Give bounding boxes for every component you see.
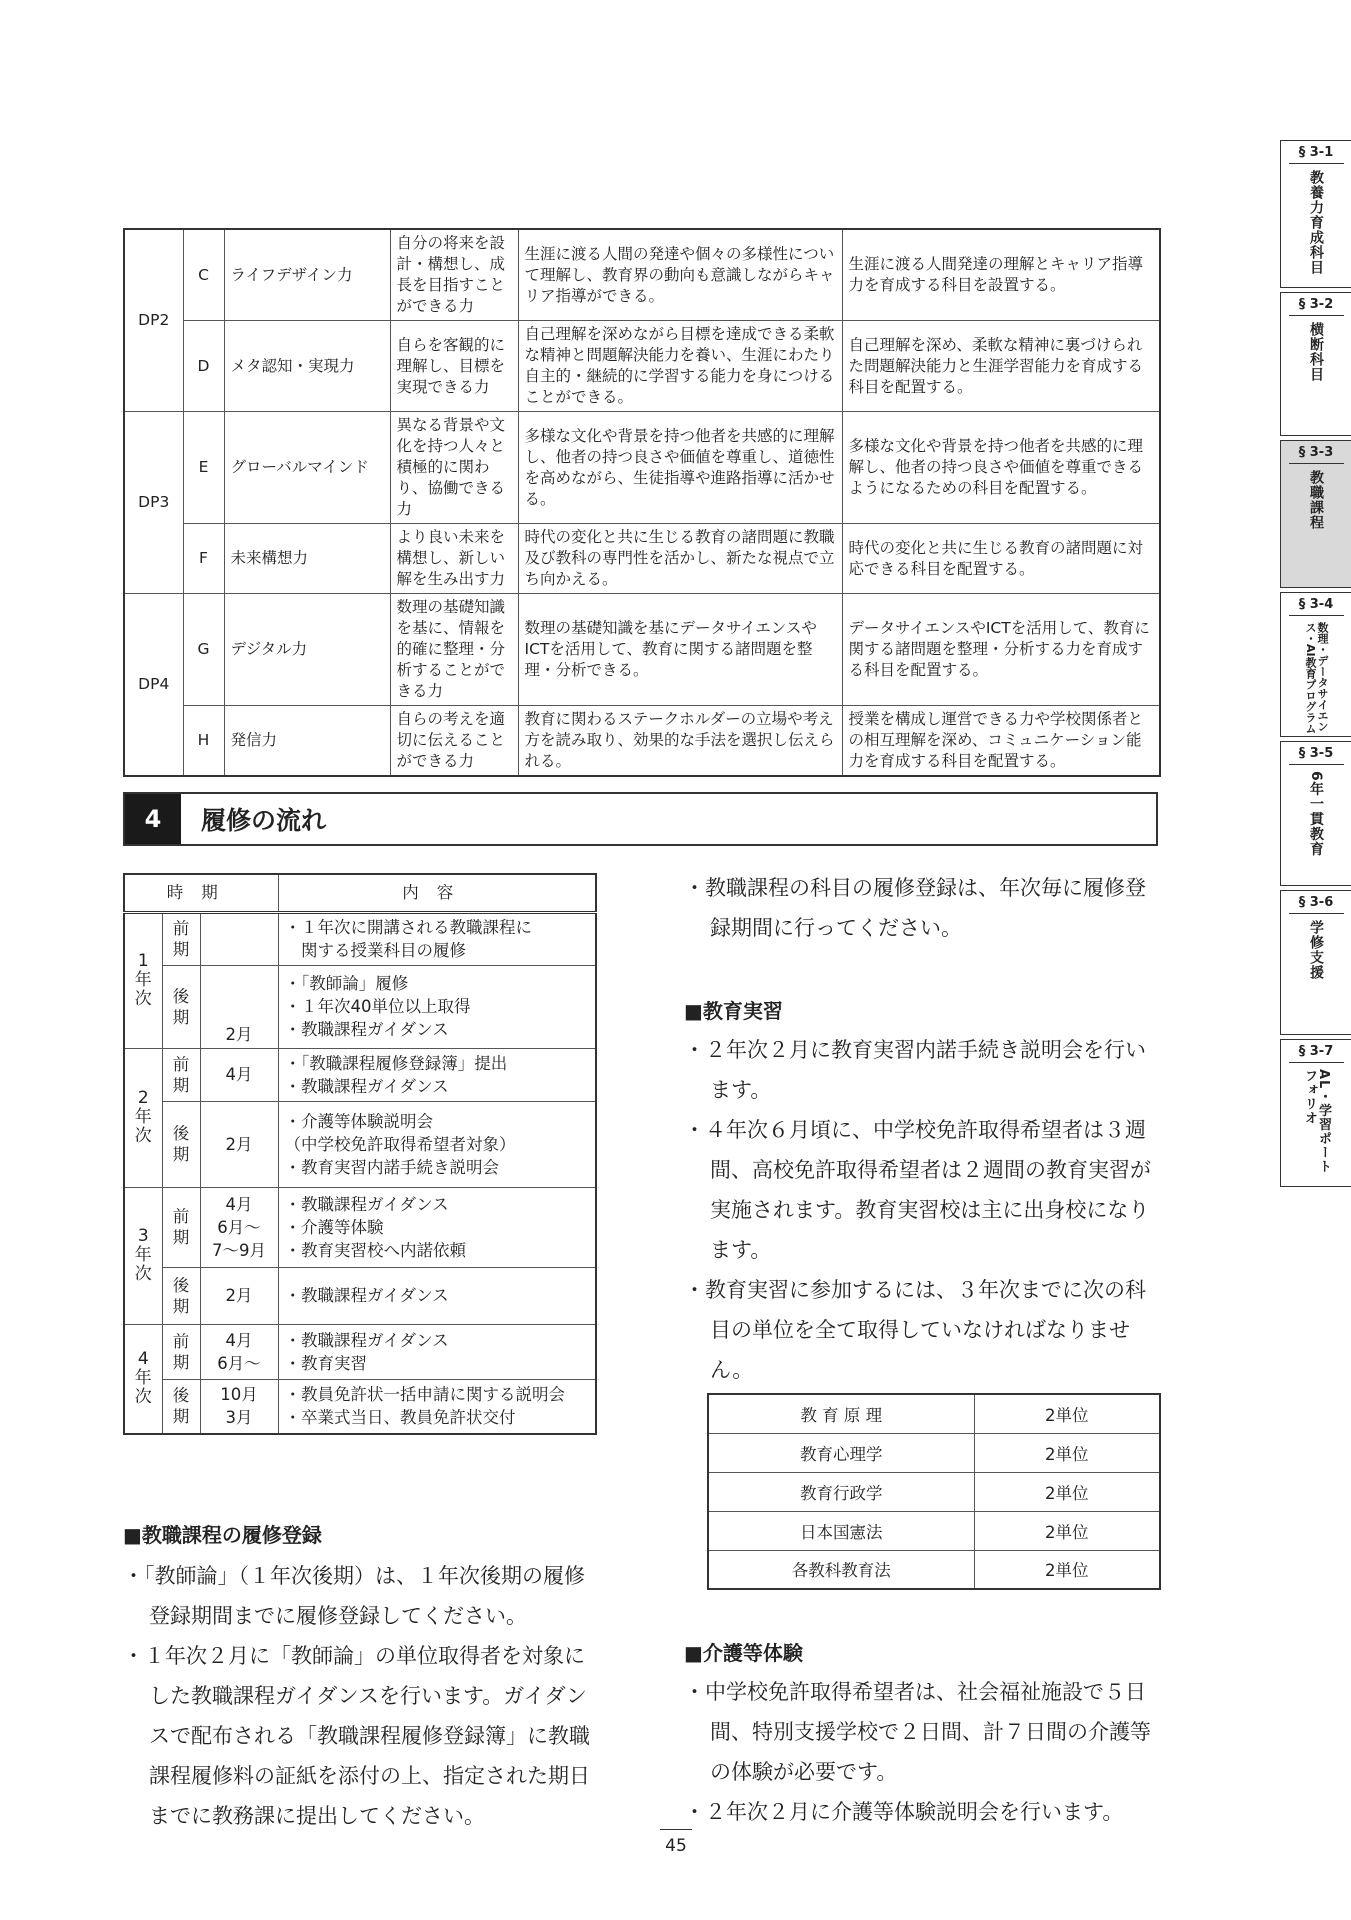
year-cell bbox=[124, 912, 162, 1048]
term-char: 期 bbox=[172, 1228, 190, 1247]
achievement-cell: 自己理解を深めながら目標を達成できる柔軟な精神と問題解決能力を養い、生涯にわたり自主的・継続的に学習する能力を身につけることができる。 bbox=[518, 321, 842, 412]
letter-cell: H bbox=[183, 706, 224, 777]
dp-cell: DP3 bbox=[124, 412, 183, 594]
table-row bbox=[124, 1187, 596, 1267]
header-content: 内容 bbox=[278, 874, 596, 912]
schedule-body bbox=[124, 912, 596, 1434]
header-period: 時期 bbox=[124, 874, 278, 912]
policy-cell: 多様な文化や背景を持つ他者を共感的に理解し、他者の持つ良さや価値を尊重できるようになるための科目を配置する。 bbox=[842, 412, 1160, 524]
term-char: 前 bbox=[172, 919, 190, 938]
content-cell bbox=[278, 1048, 596, 1101]
side-tab-label: § 3-4 bbox=[1289, 597, 1344, 616]
content-cell bbox=[278, 1267, 596, 1324]
care-list bbox=[684, 1672, 1164, 1832]
month-cell: 4月 6月～ 7～9月 bbox=[200, 1187, 278, 1267]
registration-list bbox=[123, 1556, 601, 1836]
dp-cell: DP2 bbox=[124, 229, 183, 412]
side-tab-name: 学修支援 bbox=[1308, 920, 1324, 980]
list-item: ・２年次２月に教育実習内諾手続き説明会を行います。 bbox=[684, 1038, 1146, 1102]
table-row bbox=[708, 1433, 1160, 1472]
side-tab-3-2[interactable] bbox=[1280, 292, 1351, 436]
term-cell bbox=[162, 1187, 200, 1267]
table-row bbox=[124, 321, 1160, 412]
registration-heading: ■教職課程の履修登録 bbox=[123, 1523, 322, 1547]
credit-subject: 教育行政学 bbox=[708, 1472, 974, 1511]
content-cell bbox=[278, 1101, 596, 1187]
side-tab-name: 6年一貫教育 bbox=[1308, 771, 1324, 857]
content-line: ・教職課程ガイダンス bbox=[284, 1076, 449, 1096]
month-cell: 2月 bbox=[200, 1101, 278, 1187]
side-tab-3-7[interactable] bbox=[1280, 1039, 1351, 1187]
section-heading bbox=[123, 792, 1158, 846]
side-tab-3-3[interactable] bbox=[1280, 440, 1351, 588]
term-cell bbox=[162, 1379, 200, 1434]
side-tab-label: § 3-6 bbox=[1289, 895, 1344, 914]
content-line: ・介護等体験説明会 bbox=[284, 1111, 433, 1131]
content-line: ・「教師論」履修 bbox=[284, 974, 409, 993]
year-cell bbox=[124, 1187, 162, 1324]
description-cell: 数理の基礎知識を基に、情報を的確に整理・分析することができる力 bbox=[390, 594, 518, 706]
year-char: 年 bbox=[134, 1245, 152, 1265]
side-tab-label: § 3-3 bbox=[1289, 445, 1344, 464]
month-cell: 10月 3月 bbox=[200, 1379, 278, 1434]
content-cell bbox=[278, 965, 596, 1048]
credit-units: 2単位 bbox=[974, 1433, 1160, 1472]
credit-units: 2単位 bbox=[974, 1472, 1160, 1511]
term-char: 期 bbox=[172, 1075, 190, 1095]
achievement-cell: 教育に関わるステークホルダーの立場や考え方を読み取り、効果的な手法を選択し伝えられる。 bbox=[518, 706, 842, 777]
side-tab-3-6[interactable] bbox=[1280, 890, 1351, 1035]
term-cell bbox=[162, 1267, 200, 1324]
content-line: ・１年次に開講される教職課程に bbox=[284, 918, 532, 937]
policy-cell: 授業を構成し運営できる力や学校関係者との相互理解を深め、コミュニケーション能力を育成する科目を配置する。 bbox=[842, 706, 1160, 777]
table-row bbox=[124, 412, 1160, 524]
content-cell bbox=[278, 1324, 596, 1379]
credit-table bbox=[707, 1393, 1161, 1590]
side-tab-label: § 3-5 bbox=[1289, 746, 1344, 765]
page-number: 45 bbox=[665, 1836, 687, 1856]
side-tab-name: AL・学習ポートフォリオ bbox=[1302, 1069, 1331, 1174]
side-tab-label: § 3-7 bbox=[1289, 1044, 1344, 1063]
description-cell: より良い未来を構想し、新しい解を生み出す力 bbox=[390, 524, 518, 594]
year-cell bbox=[124, 1048, 162, 1187]
content-line: ・教育実習 bbox=[284, 1353, 367, 1373]
content-line: （中学校免許取得希望者対象） bbox=[284, 1134, 516, 1154]
page-rule bbox=[660, 1829, 692, 1830]
achievement-cell: 時代の変化と共に生じる教育の諸問題に教職及び教科の専門性を活かし、新たな視点で立ち向かえる。 bbox=[518, 524, 842, 594]
year-char: 2 bbox=[137, 1088, 149, 1108]
term-char: 期 bbox=[172, 1145, 190, 1164]
description-cell: 自分の将来を設計・構想し、成長を目指すことができる力 bbox=[390, 229, 518, 321]
year-char: 年 bbox=[134, 1107, 152, 1127]
table-row bbox=[708, 1550, 1160, 1589]
month-cell bbox=[200, 912, 278, 965]
table-row bbox=[124, 965, 596, 1048]
table-header-row bbox=[124, 874, 596, 912]
table-row bbox=[708, 1394, 1160, 1433]
intro-list bbox=[684, 868, 1164, 948]
table-row bbox=[124, 229, 1160, 321]
list-item: ・教職課程の科目の履修登録は、年次毎に履修登録期間に行ってください。 bbox=[684, 876, 1146, 940]
content-cell bbox=[278, 912, 596, 965]
schedule-table bbox=[123, 873, 597, 1435]
month-cell: 2月 bbox=[200, 965, 278, 1048]
policy-cell: 生涯に渡る人間発達の理解とキャリア指導力を育成する科目を設置する。 bbox=[842, 229, 1160, 321]
ability-cell: ライフデザイン力 bbox=[224, 229, 390, 321]
policy-cell: 時代の変化と共に生じる教育の諸問題に対応できる科目を配置する。 bbox=[842, 524, 1160, 594]
letter-cell: G bbox=[183, 594, 224, 706]
achievement-cell: 生涯に渡る人間の発達や個々の多様性について理解し、教育界の動向も意識しながらキャリア指導ができる。 bbox=[518, 229, 842, 321]
term-char: 期 bbox=[172, 1007, 190, 1027]
year-char: 年 bbox=[134, 1368, 152, 1389]
table-row bbox=[708, 1511, 1160, 1550]
term-char: 期 bbox=[172, 1296, 190, 1316]
side-tab-label: § 3-1 bbox=[1289, 145, 1344, 164]
content-line: ・「教職課程履修登録簿」提出 bbox=[284, 1053, 508, 1073]
side-tab-name: 横断科目 bbox=[1308, 322, 1324, 382]
dp-cell: DP4 bbox=[124, 594, 183, 777]
term-char: 期 bbox=[172, 1352, 190, 1372]
year-char: 次 bbox=[134, 1387, 152, 1408]
practice-list bbox=[684, 1030, 1164, 1390]
content-cell bbox=[278, 1379, 596, 1434]
side-tab-3-5[interactable] bbox=[1280, 741, 1351, 886]
year-char: 年 bbox=[134, 970, 152, 990]
year-char: 1 bbox=[137, 951, 149, 971]
credit-units: 2単位 bbox=[974, 1511, 1160, 1550]
content-line: ・教職課程ガイダンス bbox=[284, 1330, 449, 1350]
letter-cell: C bbox=[183, 229, 224, 321]
year-char: 次 bbox=[134, 989, 152, 1009]
section-number: 4 bbox=[125, 794, 181, 844]
credit-subject: 教育心理学 bbox=[708, 1433, 974, 1472]
credit-subject: 各教科教育法 bbox=[708, 1550, 974, 1589]
table-row bbox=[124, 594, 1160, 706]
term-char: 期 bbox=[172, 940, 190, 959]
term-char: 後 bbox=[172, 1124, 190, 1143]
table-row bbox=[124, 1048, 596, 1101]
description-cell: 自らを客観的に理解し、目標を実現できる力 bbox=[390, 321, 518, 412]
policy-cell: 自己理解を深め、柔軟な精神に裏づけられた問題解決能力と生涯学習能力を育成する科目を配置する。 bbox=[842, 321, 1160, 412]
ability-cell: グローバルマインド bbox=[224, 412, 390, 524]
ability-cell: 未来構想力 bbox=[224, 524, 390, 594]
credit-subject: 教 育 原 理 bbox=[708, 1394, 974, 1433]
content-line: ・教員免許状一括申請に関する説明会 bbox=[284, 1385, 565, 1405]
term-char: 後 bbox=[172, 1386, 190, 1406]
term-char: 期 bbox=[172, 1407, 190, 1427]
achievement-cell: 数理の基礎知識を基にデータサイエンスやICTを活用して、教育に関する諸問題を整理・分析できる。 bbox=[518, 594, 842, 706]
side-tab-3-1[interactable] bbox=[1280, 140, 1351, 288]
side-tab-label: § 3-2 bbox=[1289, 297, 1344, 316]
year-char: 4 bbox=[137, 1349, 149, 1370]
content-line: 関する授業科目の履修 bbox=[284, 941, 466, 960]
month-cell: 2月 bbox=[200, 1267, 278, 1324]
year-char: 3 bbox=[137, 1226, 149, 1246]
content-line: ・教育実習校へ内諾依頼 bbox=[284, 1240, 466, 1260]
term-cell bbox=[162, 1101, 200, 1187]
ability-cell: メタ認知・実現力 bbox=[224, 321, 390, 412]
care-heading: ■介護等体験 bbox=[684, 1641, 803, 1665]
content-line: ・教職課程ガイダンス bbox=[284, 1286, 449, 1305]
term-cell bbox=[162, 912, 200, 965]
month-cell: 4月 6月～ bbox=[200, 1324, 278, 1379]
description-cell: 異なる背景や文化を持つ人々と積極的に関わり、協働できる力 bbox=[390, 412, 518, 524]
list-item: ・教育実習に参加するには、３年次までに次の科目の単位を全て取得していなければなりません。 bbox=[684, 1278, 1146, 1382]
table-row bbox=[124, 524, 1160, 594]
term-char: 前 bbox=[172, 1331, 190, 1351]
term-cell bbox=[162, 1324, 200, 1379]
content-cell bbox=[278, 1187, 596, 1267]
year-char: 次 bbox=[134, 1126, 152, 1146]
list-item: ・２年次２月に介護等体験説明会を行います。 bbox=[684, 1800, 1124, 1824]
dp-table bbox=[123, 228, 1161, 777]
ability-cell: 発信力 bbox=[224, 706, 390, 777]
month-cell: 4月 bbox=[200, 1048, 278, 1101]
list-item: ・１年次２月に「教師論」の単位取得者を対象にした教職課程ガイダンスを行います。ガイダンスで配布される「教職課程履修登録簿」に教職課程履修料の証紙を添付の上、指定された期日までに教務課に提出してください。 bbox=[123, 1644, 590, 1828]
side-tab-name: 数理・データサイエンス・AI教育プログラム bbox=[1304, 622, 1329, 734]
table-row bbox=[124, 912, 596, 965]
letter-cell: F bbox=[183, 524, 224, 594]
side-tab-name: 教養力育成科目 bbox=[1308, 170, 1324, 275]
content-line: ・卒業式当日、教員免許状交付 bbox=[284, 1408, 516, 1428]
side-tab-3-4[interactable] bbox=[1280, 592, 1351, 737]
list-item: ・中学校免許取得希望者は、社会福祉施設で５日間、特別支援学校で２日間、計７日間の介護等の体験が必要です。 bbox=[684, 1680, 1151, 1784]
achievement-cell: 多様な文化や背景を持つ他者を共感的に理解し、他者の持つ良さや価値を尊重し、道徳性を高めながら、生徒指導や進路指導に活かせる。 bbox=[518, 412, 842, 524]
credit-units: 2単位 bbox=[974, 1394, 1160, 1433]
content-line: ・教職課程ガイダンス bbox=[284, 1194, 449, 1214]
content-line: ・教育実習内諾手続き説明会 bbox=[284, 1157, 499, 1177]
term-char: 後 bbox=[172, 1275, 190, 1295]
table-row bbox=[124, 1101, 596, 1187]
list-item: ・４年次６月頃に、中学校免許取得希望者は３週間、高校免許取得希望者は２週間の教育実習が実施されます。教育実習校は主に出身校になります。 bbox=[684, 1118, 1151, 1262]
letter-cell: D bbox=[183, 321, 224, 412]
side-tab-name: 教職課程 bbox=[1308, 470, 1324, 530]
policy-cell: データサイエンスやICTを活用して、教育に関する諸問題を整理・分析する力を育成する科目を配置する。 bbox=[842, 594, 1160, 706]
ability-cell: デジタル力 bbox=[224, 594, 390, 706]
section-title: 履修の流れ bbox=[201, 806, 327, 835]
year-cell bbox=[124, 1324, 162, 1434]
credit-subject: 日本国憲法 bbox=[708, 1511, 974, 1550]
side-index bbox=[1280, 140, 1351, 1191]
term-cell bbox=[162, 965, 200, 1048]
content-line: ・介護等体験 bbox=[284, 1217, 384, 1237]
table-row bbox=[124, 1379, 596, 1434]
list-item: ・「教師論」（１年次後期）は、１年次後期の履修登録期間までに履修登録してください。 bbox=[123, 1564, 585, 1628]
term-char: 後 bbox=[172, 986, 190, 1006]
table-row bbox=[124, 706, 1160, 777]
credit-units: 2単位 bbox=[974, 1550, 1160, 1589]
content-line: ・教職課程ガイダンス bbox=[284, 1020, 449, 1039]
practice-heading: ■教育実習 bbox=[684, 999, 783, 1023]
term-cell bbox=[162, 1048, 200, 1101]
year-char: 次 bbox=[134, 1264, 152, 1284]
content-line: ・１年次40単位以上取得 bbox=[284, 997, 471, 1016]
table-row bbox=[124, 1324, 596, 1379]
description-cell: 自らの考えを適切に伝えることができる力 bbox=[390, 706, 518, 777]
table-row bbox=[708, 1472, 1160, 1511]
letter-cell: E bbox=[183, 412, 224, 524]
table-row bbox=[124, 1267, 596, 1324]
term-char: 前 bbox=[172, 1054, 190, 1074]
term-char: 前 bbox=[172, 1207, 190, 1226]
